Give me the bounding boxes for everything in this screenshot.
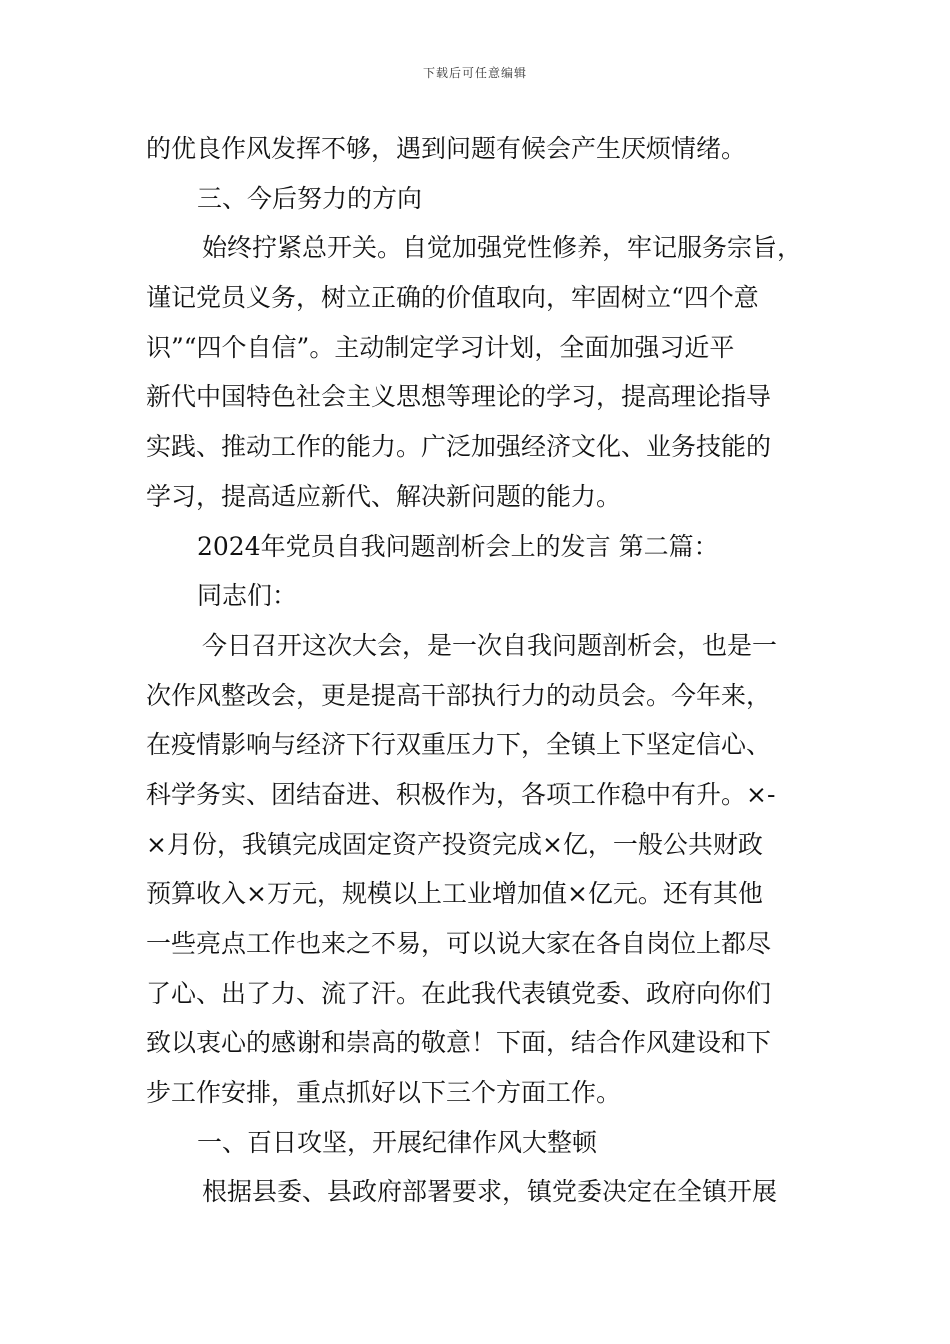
text-line: 实践、推动工作的能力。广泛加强经济文化、业务技能的 xyxy=(146,432,772,462)
text-line: 科学务实、团结奋进、积极作为，各项工作稳中有升。×- xyxy=(146,779,776,809)
text-line: 的优良作风发挥不够，遇到问题有候会产生厌烦情绪。 xyxy=(146,134,747,163)
text-line: ×月份，我镇完成固定资产投资完成×亿，一般公共财政 xyxy=(146,829,763,859)
text-line: 次作风整改会，更是提高干部执行力的动员会。今年来， xyxy=(146,680,772,710)
section-heading: 三、今后努力的方向 xyxy=(197,183,423,213)
text-line: 一些亮点工作也来之不易，可以说大家在各自岗位上都尽 xyxy=(146,929,772,958)
section-heading: 一、百日攻坚，开展纪律作风大整顿 xyxy=(197,1127,598,1157)
text-line: 步工作安排，重点抓好以下三个方面工作。 xyxy=(146,1078,622,1108)
salutation: 同志们： xyxy=(197,581,298,611)
text-line: 了心、出了力、流了汗。在此我代表镇党委、政府向你们 xyxy=(146,978,772,1008)
text-line: 新代中国特色社会主义思想等理论的学习，提高理论指导 xyxy=(146,382,772,412)
text-line: 致以衷心的感谢和崇高的敬意！下面，结合作风建设和下 xyxy=(146,1028,772,1058)
text-line: 预算收入×万元，规模以上工业增加值×亿元。还有其他 xyxy=(146,879,763,909)
page-header-note: 下载后可任意编辑 xyxy=(422,66,527,80)
text-line: 在疫情影响与经济下行双重压力下，全镇上下坚定信心、 xyxy=(146,730,772,760)
paragraph-start-line: 根据县委、县政府部署要求，镇党委决定在全镇开展 xyxy=(202,1177,778,1207)
document-body xyxy=(146,124,826,1217)
text-line: 识”“四个自信”。主动制定学习计划，全面加强习近平 xyxy=(146,332,735,362)
article-title: 2024年党员自我问题剖析会上的发言 第二篇： xyxy=(197,531,719,561)
paragraph-start-line: 始终拧紧总开关。自觉加强党性修养，牢记服务宗旨， xyxy=(202,233,803,263)
text-line: 学习，提高适应新代、解决新问题的能力。 xyxy=(146,481,622,511)
text-line: 谨记党员义务，树立正确的价值取向，牢固树立“四个意 xyxy=(146,283,759,313)
paragraph-start-line: 今日召开这次大会，是一次自我问题剖析会，也是一 xyxy=(202,630,778,660)
